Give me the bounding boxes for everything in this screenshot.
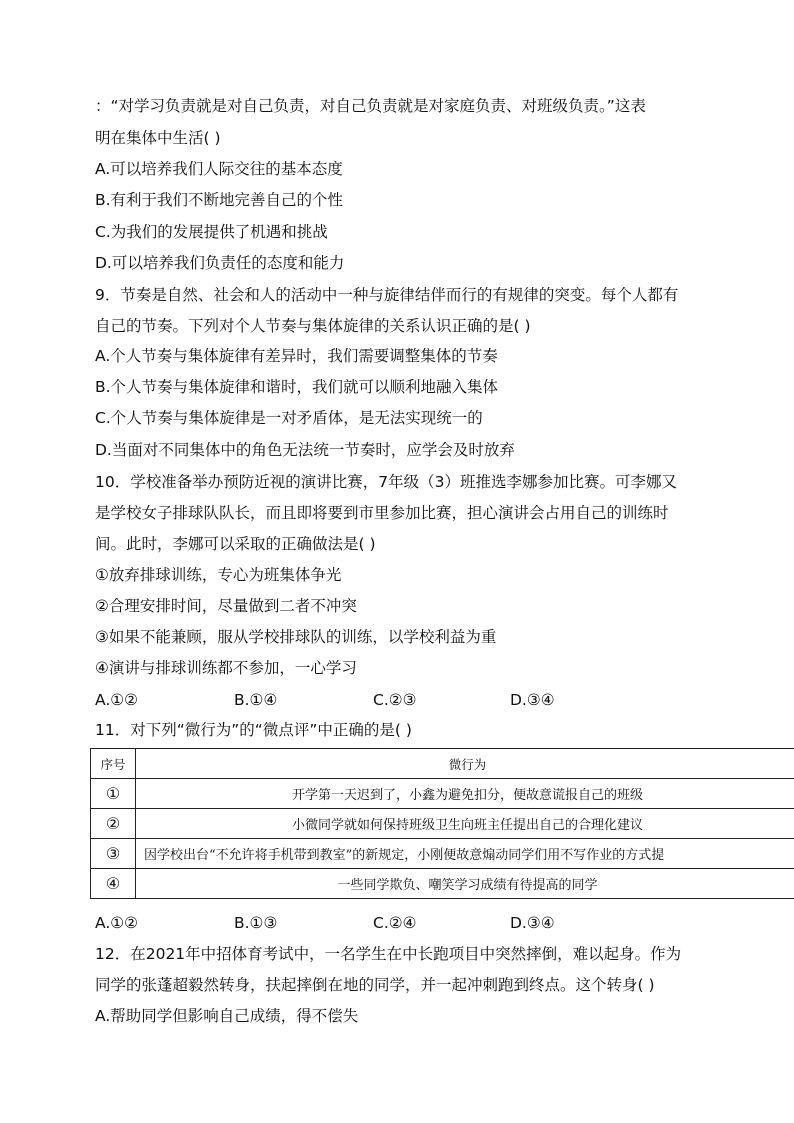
table-row: [91, 839, 794, 869]
q9-option-c: C.个人节奏与集体旋律是一对矛盾体，是无法实现统一的: [95, 409, 483, 427]
table-cell-number: ①: [91, 779, 136, 809]
micro-behavior-table: [90, 748, 794, 899]
q11-stem: 11．对下列“微行为”的“微点评”中正确的是( ): [95, 721, 412, 739]
q10-stem-line-2: 是学校女子排球队队长，而且即将要到市里参加比赛，担心演讲会占用自己的训练时: [95, 504, 669, 522]
table-cell-behavior: 一些同学欺负、嘲笑学习成绩有待提高的同学: [136, 869, 794, 899]
q11-choice-a: A.①②: [95, 914, 139, 932]
q12-option-a: A.帮助同学但影响自己成绩，得不偿失: [95, 1007, 359, 1025]
table-row: [91, 869, 794, 899]
q9-option-d: D.当面对不同集体中的角色无法统一节奏时，应学会及时放弃: [95, 441, 515, 459]
table-row: [91, 779, 794, 809]
q10-item-2: ②合理安排时间，尽量做到二者不冲突: [95, 597, 357, 615]
table-cell-behavior: 小微同学就如何保持班级卫生向班主任提出自己的合理化建议: [136, 809, 794, 839]
q8-option-b: B.有利于我们不断地完善自己的个性: [95, 191, 344, 209]
q10-item-4: ④演讲与排球训练都不参加，一心学习: [95, 659, 357, 677]
table-cell-behavior: 开学第一天迟到了，小鑫为避免扣分，便故意谎报自己的班级: [136, 779, 794, 809]
q8-option-c: C.为我们的发展提供了机遇和挑战: [95, 223, 328, 241]
table-header-row: [91, 749, 794, 779]
q10-item-3: ③如果不能兼顾，服从学校排球队的训练，以学校利益为重: [95, 628, 497, 646]
q9-stem-line-1: 9．节奏是自然、社会和人的活动中一种与旋律结伴而行的有规律的突变。每个人都有: [95, 286, 679, 304]
q11-choice-c: C.②④: [373, 914, 417, 932]
q9-option-b: B.个人节奏与集体旋律和谐时，我们就可以顺利地融入集体: [95, 378, 499, 396]
q9-option-a: A.个人节奏与集体旋律有差异时，我们需要调整集体的节奏: [95, 347, 498, 365]
q8-option-a: A.可以培养我们人际交往的基本态度: [95, 160, 343, 178]
q11-choice-b: B.①③: [234, 914, 278, 932]
q8-stem-line-2: 明在集体中生活( ): [95, 129, 221, 147]
q12-stem-line-2: 同学的张蓬超毅然转身，扶起摔倒在地的同学，并一起冲刺跑到终点。这个转身( ): [95, 976, 655, 994]
q9-stem-line-2: 自己的节奏。下列对个人节奏与集体旋律的关系认识正确的是( ): [95, 317, 531, 335]
table-cell-number: ③: [91, 839, 136, 869]
q8-stem-line-1: ：“对学习负责就是对自己负责，对自己负责就是对家庭负责、对班级负责。”这表: [95, 97, 646, 115]
table-header-number: 序号: [91, 749, 136, 779]
table-header-behavior: 微行为: [136, 749, 794, 779]
table-row: [91, 809, 794, 839]
q11-choice-d: D.③④: [510, 914, 555, 932]
q10-choice-d: D.③④: [510, 691, 555, 709]
q10-choice-c: C.②③: [373, 691, 417, 709]
table-cell-behavior: 因学校出台“不允许将手机带到教室”的新规定，小刚便故意煽动同学们用不写作业的方式提: [136, 839, 794, 869]
q10-stem-line-1: 10．学校准备举办预防近视的演讲比赛，7年级（3）班推选李娜参加比赛。可李娜又: [95, 473, 677, 491]
q8-option-d: D.可以培养我们负责任的态度和能力: [95, 254, 345, 272]
q12-stem-line-1: 12．在2021年中招体育考试中，一名学生在中长跑项目中突然摔倒，难以起身。作为: [95, 945, 682, 963]
q10-choice-b: B.①④: [234, 691, 278, 709]
table-cell-number: ②: [91, 809, 136, 839]
q10-item-1: ①放弃排球训练，专心为班集体争光: [95, 566, 342, 584]
q10-stem-line-3: 间。此时，李娜可以采取的正确做法是( ): [95, 535, 376, 553]
table-cell-number: ④: [91, 869, 136, 899]
q10-choice-a: A.①②: [95, 691, 139, 709]
